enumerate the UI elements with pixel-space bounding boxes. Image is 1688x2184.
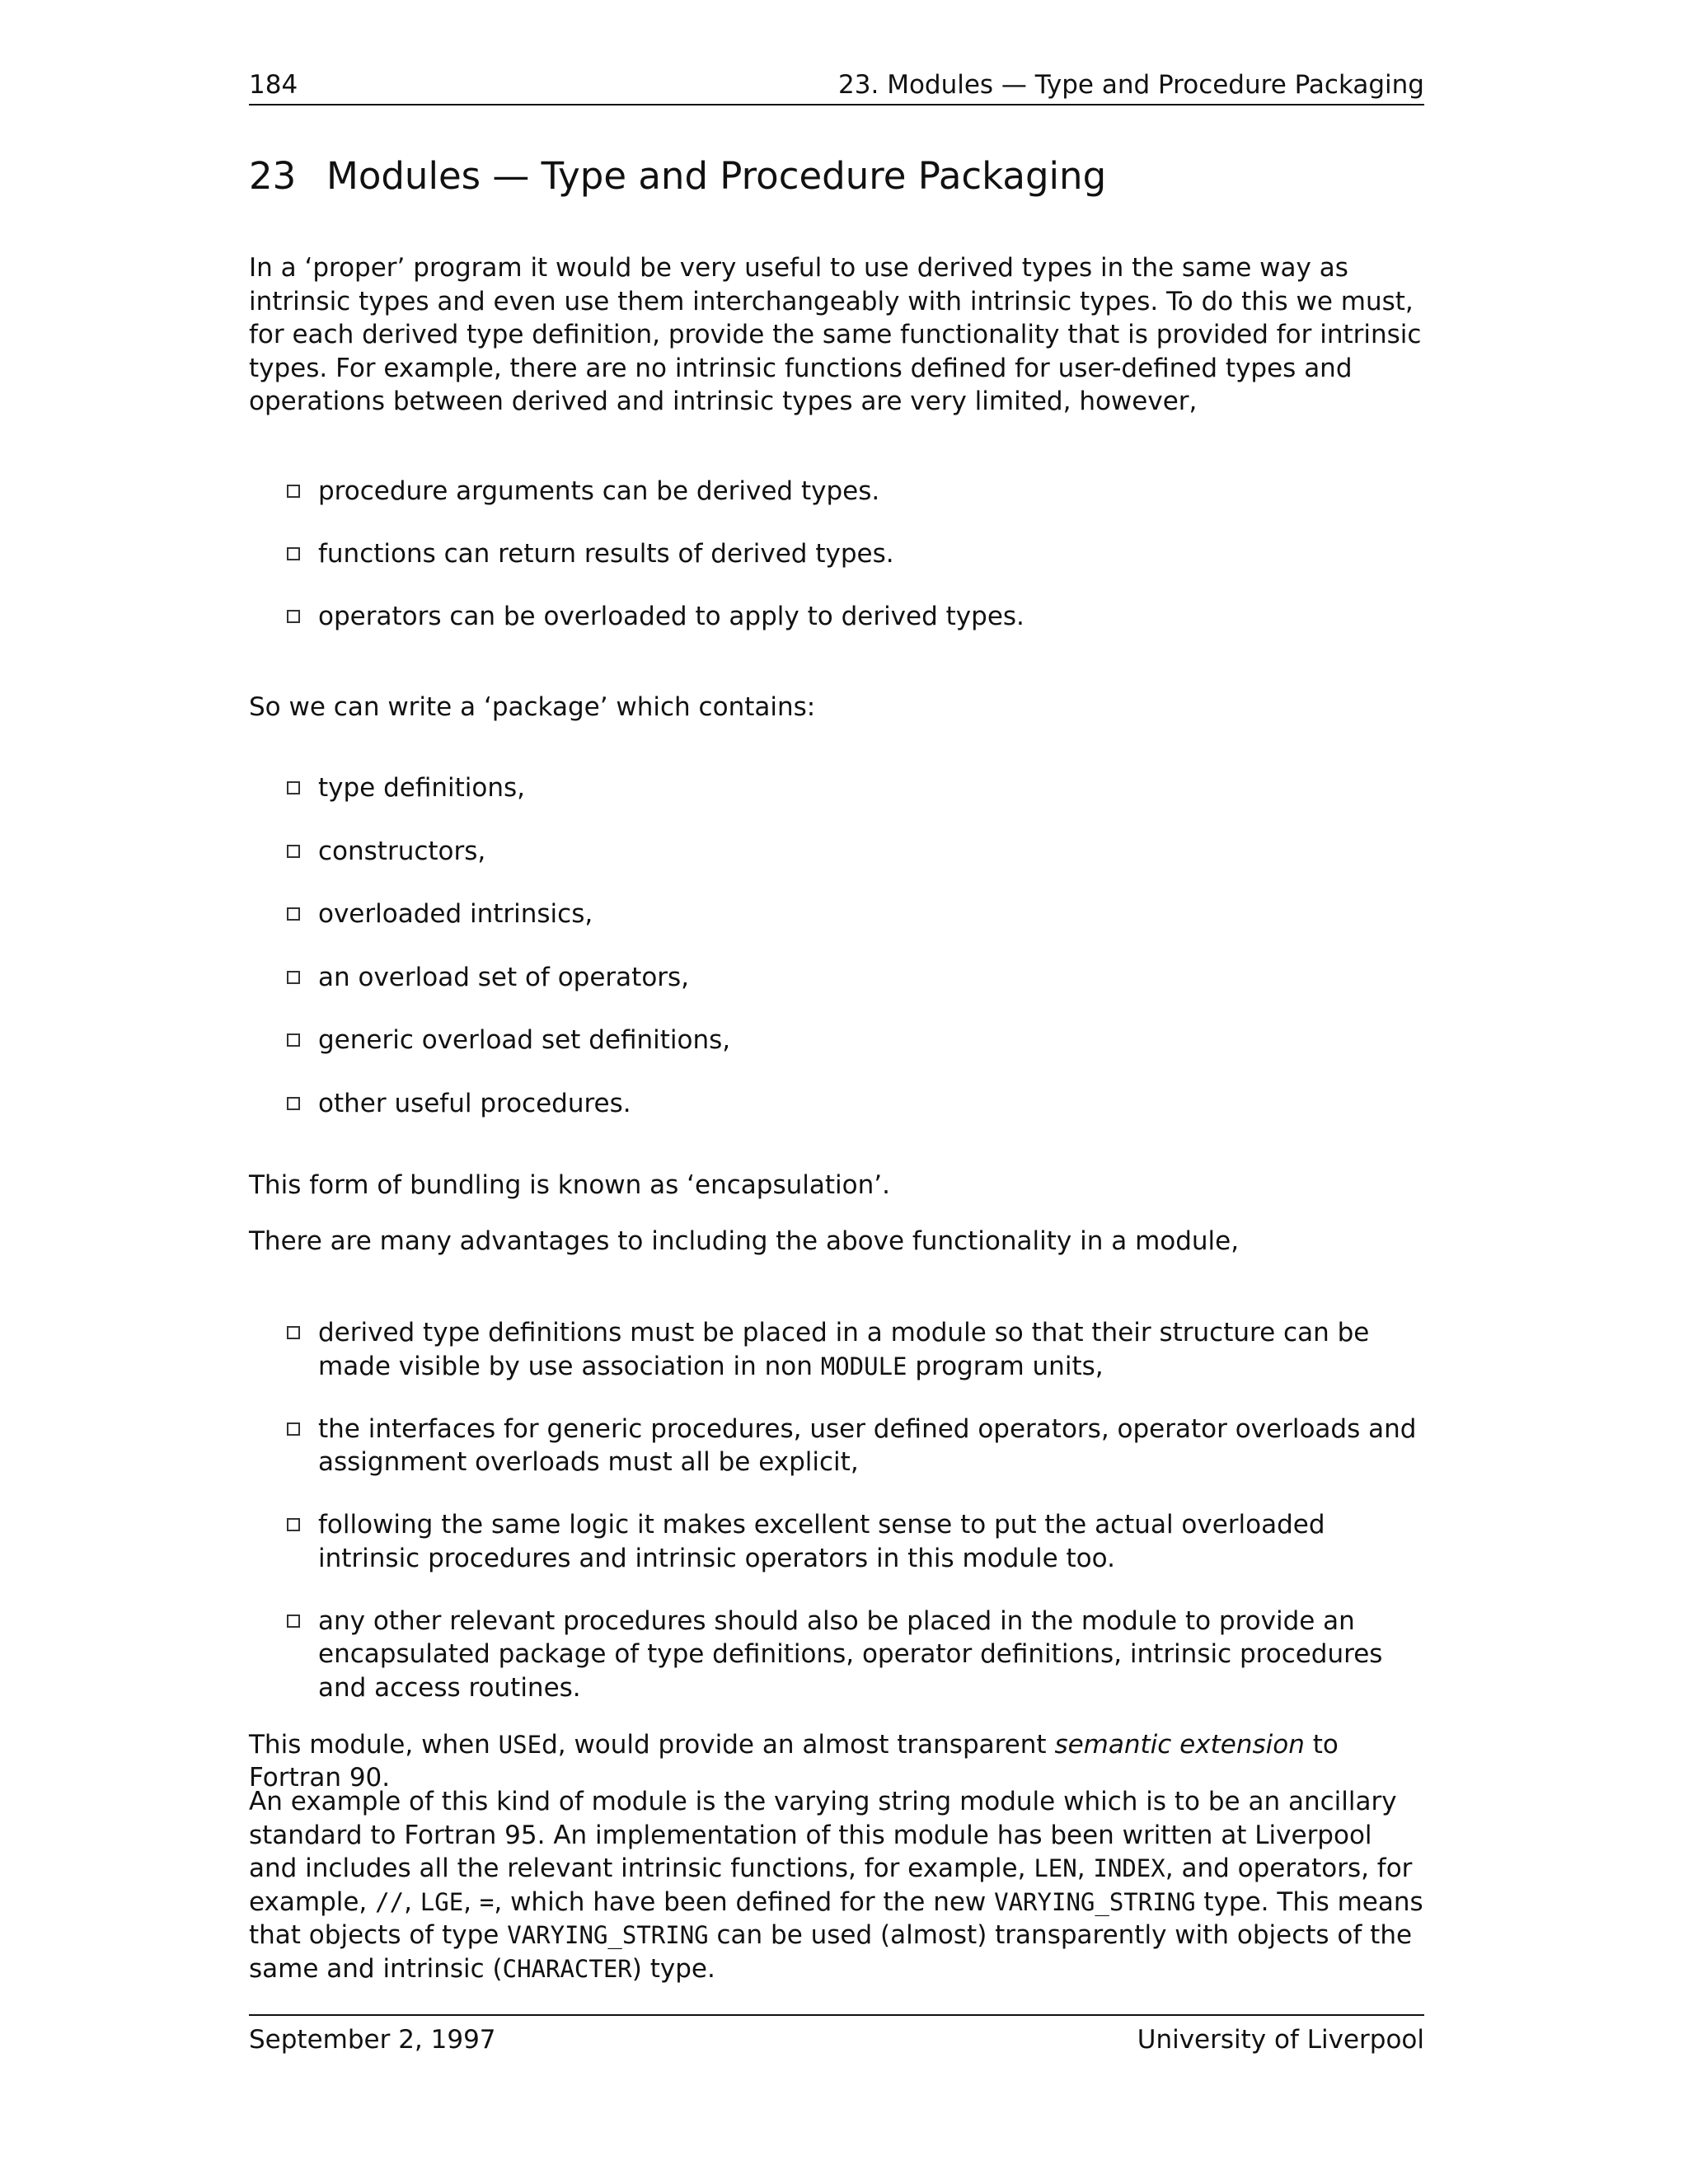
list-item: functions can return results of derived types. (249, 537, 1424, 571)
inline-code: MODULE (820, 1352, 907, 1380)
running-header (249, 66, 1424, 105)
inline-code: CHARACTER (502, 1954, 632, 1983)
advantages-lead-paragraph: There are many advantages to including the above functionality in a module, (249, 1226, 1240, 1256)
page-number: 184 (249, 70, 298, 100)
footer-institution: University of Liverpool (1137, 2025, 1424, 2055)
section-heading (249, 152, 1424, 201)
checkbox-bullet-icon (287, 907, 300, 921)
checkbox-bullet-icon (287, 1422, 300, 1436)
inline-code: VARYING_STRING (994, 1887, 1196, 1916)
checkbox-bullet-icon (287, 781, 300, 794)
list-item: an overload set of operators, (249, 961, 1424, 995)
list-item: procedure arguments can be derived types. (249, 475, 1424, 509)
section-title: Modules — Type and Procedure Packaging (326, 154, 1107, 198)
package-contents-list (249, 771, 1424, 1150)
advantages-list (249, 1316, 1424, 1734)
checkbox-bullet-icon (287, 610, 300, 623)
intro-paragraph: In a ‘proper’ program it would be very useful to use derived types in the same way as intrinsic types and even use them interchangeably with intrinsic types. To do this we must, for each derived type definition, provide the same functionality that is provided for intrinsic types. For example, there are no intrinsic functions defined for user-defined types and operations between derived and intrinsic types are very limited, however, (249, 253, 1422, 416)
inline-code: USE (498, 1731, 542, 1759)
encapsulation-paragraph: This form of bundling is known as ‘encapsulation’. (249, 1170, 890, 1200)
inline-code: INDEX (1093, 1854, 1165, 1882)
inline-code: VARYING_STRING (507, 1921, 709, 1949)
list-item: operators can be overloaded to apply to derived types. (249, 600, 1424, 634)
checkbox-bullet-icon (287, 845, 300, 858)
list-item: derived type definitions must be placed in a module so that their structure can be made visible by use association in non MODULE program units, (249, 1316, 1424, 1383)
checkbox-bullet-icon (287, 1615, 300, 1628)
list-item: other useful procedures. (249, 1087, 1424, 1121)
inline-code: = (479, 1887, 495, 1916)
list-item: the interfaces for generic procedures, user defined operators, operator overloads and assignment overloads must all be explicit, (249, 1413, 1424, 1479)
running-footer (249, 2014, 1424, 2059)
list-item: constructors, (249, 835, 1424, 869)
package-lead-paragraph: So we can write a ‘package’ which contains: (249, 692, 816, 722)
checkbox-bullet-icon (287, 547, 300, 560)
checkbox-bullet-icon (287, 1326, 300, 1339)
list-item: any other relevant procedures should also be placed in the module to provide an encapsulated package of type definitions, operator definitions, intrinsic procedures and access routines. (249, 1605, 1424, 1705)
inline-code: LEN (1034, 1854, 1077, 1882)
list-item: following the same logic it makes excellent sense to put the actual overloaded intrinsic procedures and intrinsic operators in this module too. (249, 1508, 1424, 1575)
checkbox-bullet-icon (287, 1518, 300, 1531)
list-item: type definitions, (249, 771, 1424, 805)
list-item: overloaded intrinsics, (249, 898, 1424, 931)
capabilities-list (249, 475, 1424, 663)
emphasis-text: semantic extension (1054, 1730, 1305, 1760)
semantic-extension-paragraph: This module, when USEd, would provide an almost transparent semantic extension to Fortran 90. (249, 1730, 1339, 1793)
inline-code: LGE (420, 1887, 464, 1916)
checkbox-bullet-icon (287, 1097, 300, 1110)
inline-code: // (375, 1887, 405, 1916)
section-number: 23 (249, 154, 297, 198)
varying-string-paragraph: An example of this kind of module is the varying string module which is to be an ancillary standard to Fortran 95. An implementation of this module has been written at Liverpool and includes all the relevant intrinsic functions, for example, LEN, INDEX, and operators, for example, //, LGE, =, which have been defined for the new VARYING_STRING type. This means that objects of type VARYING_STRING can be used (almost) transparently with objects of the same and intrinsic (CHARACTER) type. (249, 1787, 1423, 1984)
list-item: generic overload set definitions, (249, 1024, 1424, 1057)
checkbox-bullet-icon (287, 971, 300, 984)
checkbox-bullet-icon (287, 1033, 300, 1047)
footer-date: September 2, 1997 (249, 2025, 496, 2055)
checkbox-bullet-icon (287, 485, 300, 498)
running-title: 23. Modules — Type and Procedure Packaging (838, 70, 1424, 100)
